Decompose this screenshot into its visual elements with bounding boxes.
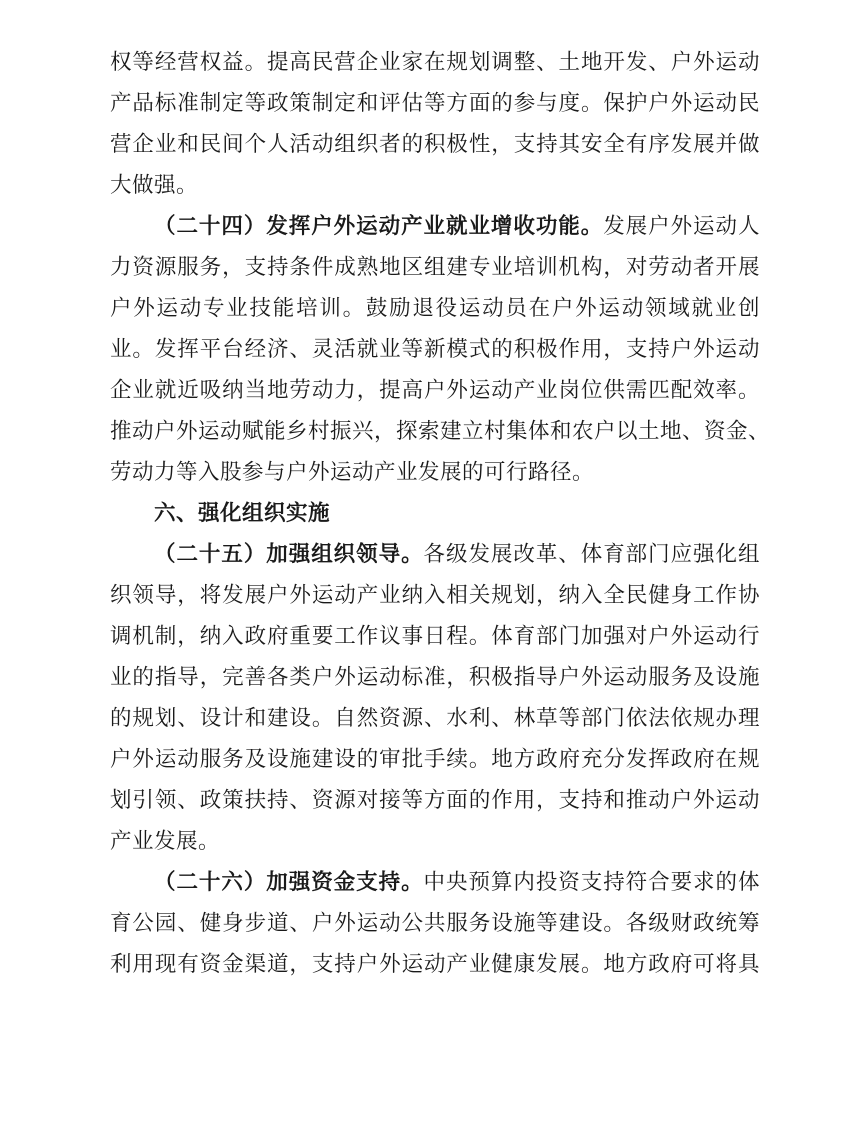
text-line: 划引领、政策扶持、资源对接等方面的作用，支持和推动户外运动 — [110, 788, 760, 813]
text-line: 调机制，纳入政府重要工作议事日程。体育部门加强对户外运动行 — [110, 624, 760, 649]
text-line: 利用现有资金渠道，支持户外运动产业健康发展。地方政府可将具 — [110, 952, 760, 977]
text-span: 发展户外运动人 — [603, 214, 760, 239]
text-line: 权等经营权益。提高民营企业家在规划调整、土地开发、户外运动 — [110, 50, 760, 75]
text-line: 产业发展。 — [110, 829, 221, 854]
document-page — [110, 42, 771, 985]
text-line: 劳动力等入股参与户外运动产业发展的可行路径。 — [110, 460, 595, 485]
text-line: 的规划、设计和建设。自然资源、水利、林草等部门依法依规办理 — [110, 706, 760, 731]
text-span: 中央预算内投资支持符合要求的体 — [423, 870, 760, 895]
text-line: 户外运动服务及设施建设的审批手续。地方政府充分发挥政府在规 — [110, 747, 760, 772]
section-heading: 六、强化组织实施 — [154, 501, 331, 526]
clause-title: （二十五）加强组织领导。 — [154, 542, 424, 567]
paragraph-lead-line — [110, 862, 760, 903]
clause-title: （二十六）加强资金支持。 — [154, 870, 424, 895]
text-line: 产品标准制定等政策制定和评估等方面的参与度。保护户外运动民 — [110, 91, 760, 116]
text-line: 业的指导，完善各类户外运动标准，积极指导户外运动服务及设施 — [110, 665, 760, 690]
text-line: 推动户外运动赋能乡村振兴，探索建立村集体和农户以土地、资金、 — [110, 419, 771, 444]
clause-title: （二十四）发挥户外运动产业就业增收功能。 — [154, 214, 604, 239]
paragraph-lead-line — [110, 534, 760, 575]
text-line: 大做强。 — [110, 173, 199, 198]
text-line: 户外运动专业技能培训。鼓励退役运动员在户外运动领域就业创 — [110, 296, 760, 321]
text-line: 企业就近吸纳当地劳动力，提高户外运动产业岗位供需匹配效率。 — [110, 378, 760, 403]
text-line: 织领导，将发展户外运动产业纳入相关规划，纳入全民健身工作协 — [110, 583, 760, 608]
text-line: 育公园、健身步道、户外运动公共服务设施等建设。各级财政统筹 — [110, 911, 760, 936]
text-line: 力资源服务，支持条件成熟地区组建专业培训机构，对劳动者开展 — [110, 255, 760, 280]
paragraph-lead-line — [110, 206, 760, 247]
text-span: 各级发展改革、体育部门应强化组 — [423, 542, 760, 567]
text-line: 业。发挥平台经济、灵活就业等新模式的积极作用，支持户外运动 — [110, 337, 760, 362]
text-line: 营企业和民间个人活动组织者的积极性，支持其安全有序发展并做 — [110, 132, 760, 157]
